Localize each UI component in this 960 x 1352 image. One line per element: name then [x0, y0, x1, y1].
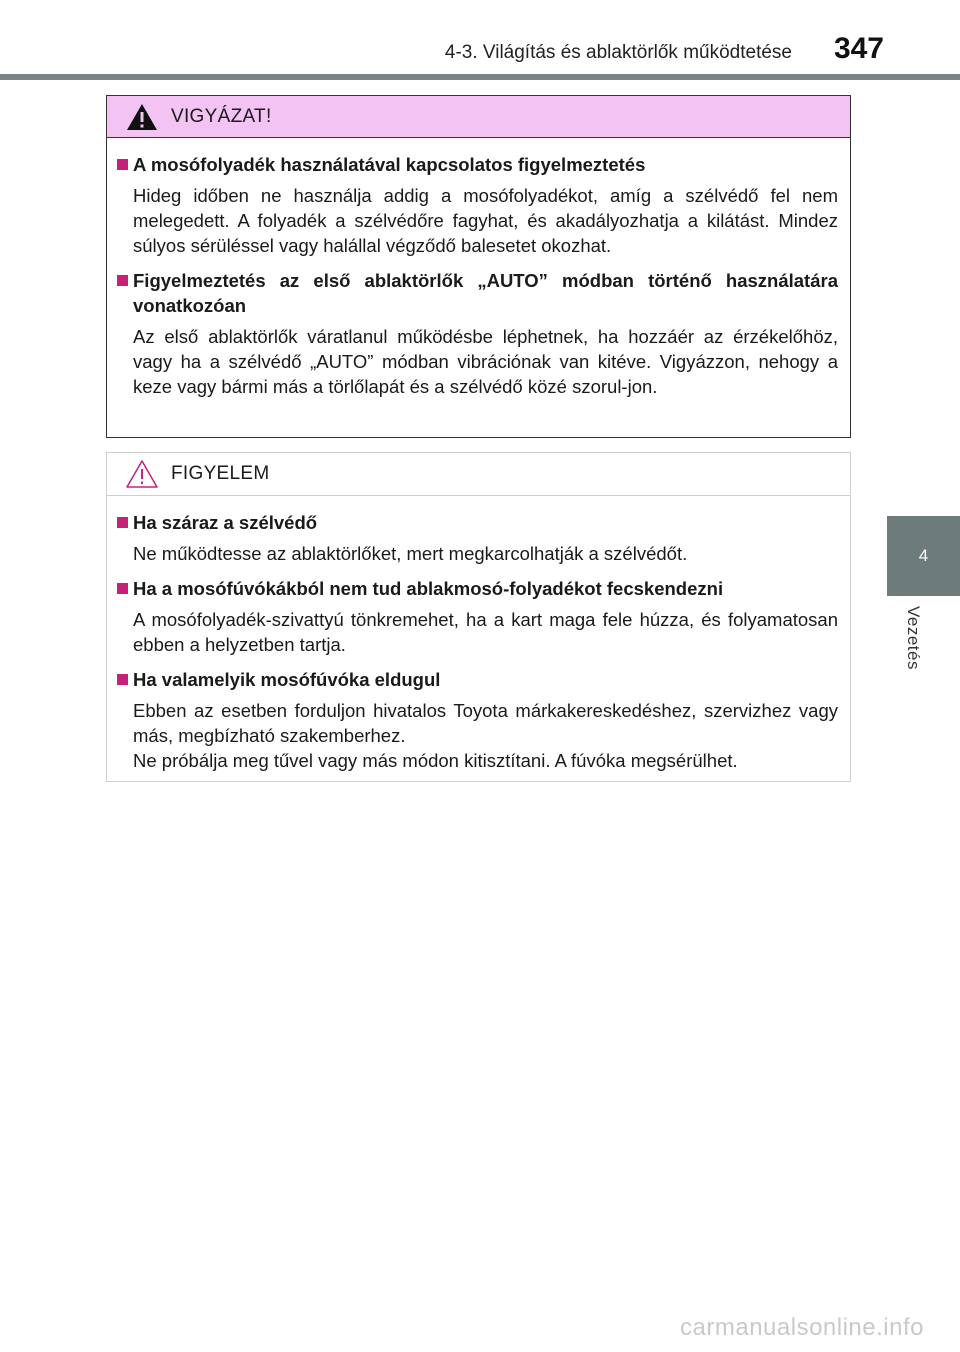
notice-box [106, 452, 851, 782]
header-rule [0, 74, 960, 80]
item-text-2: Ne próbálja meg tűvel vagy más módon kitisztítani. A fúvóka megsérülhet. [133, 750, 738, 771]
warning-heading: VIGYÁZAT! [171, 105, 272, 127]
chapter-tab[interactable] [887, 516, 960, 596]
watermark[interactable]: carmanualsonline.info [680, 1314, 924, 1341]
notice-item [117, 667, 838, 773]
item-title: Ha valamelyik mosófúvóka eldugul [133, 669, 441, 690]
item-text: Hideg időben ne használja addig a mosófolyadékot, amíg a szélvédő fel nem melegedett. A folyadék a szélvédőre fagyhat, és akadályozhatja a kilátást. Mindez súlyos sérüléssel vagy halállal végződő balesetet okozhat. [133, 185, 838, 256]
item-title: Ha száraz a szélvédő [133, 512, 318, 533]
notice-header [107, 453, 850, 496]
square-bullet-icon [117, 583, 128, 594]
item-text: Ebben az esetben forduljon hivatalos Toyota márkakereskedéshez, szervizhez vagy más, megbízható szakemberhez. [133, 700, 838, 746]
square-bullet-icon [117, 275, 128, 286]
item-text: Ne működtesse az ablaktörlőket, mert megkarcolhatják a szélvédőt. [133, 543, 688, 564]
square-bullet-icon [117, 674, 128, 685]
square-bullet-icon [117, 517, 128, 528]
notice-heading: FIGYELEM [171, 463, 270, 484]
section-title: 4-3. Világítás és ablaktörlők működtetése [444, 42, 792, 63]
item-title: A mosófolyadék használatával kapcsolatos figyelmeztetés [133, 154, 646, 175]
warning-triangle-icon [125, 102, 159, 132]
item-text: Az első ablaktörlők váratlanul működésbe léphetnek, ha hozzáér az érzékelőhöz, vagy ha a szélvédő „AUTO” módban vibrációnak van kitéve. Vigyázzon, nehogy a keze vagy bármi más a törlőlapát és a szélvédő közé szorul-jon. [133, 326, 838, 397]
warning-item [117, 152, 838, 258]
warning-box [106, 95, 851, 438]
chapter-number: 4 [918, 546, 929, 565]
chapter-label: Vezetés [904, 606, 923, 670]
item-title: Ha a mosófúvókákból nem tud ablakmosó-folyadékot fecskendezni [133, 578, 724, 599]
notice-item [117, 510, 838, 566]
caution-triangle-icon [125, 459, 159, 489]
item-title: Figyelmeztetés az első ablaktörlők „AUTO” módban történő használatára vonatkozóan [133, 270, 838, 316]
item-text: A mosófolyadék-szivattyú tönkremehet, ha a kart maga fele húzza, és folyamatosan ebben a helyzetben tartja. [133, 609, 838, 655]
square-bullet-icon [117, 159, 128, 170]
page-number: 347 [833, 32, 884, 65]
warning-header [107, 96, 850, 138]
notice-item [117, 576, 838, 657]
warning-item [117, 268, 838, 399]
